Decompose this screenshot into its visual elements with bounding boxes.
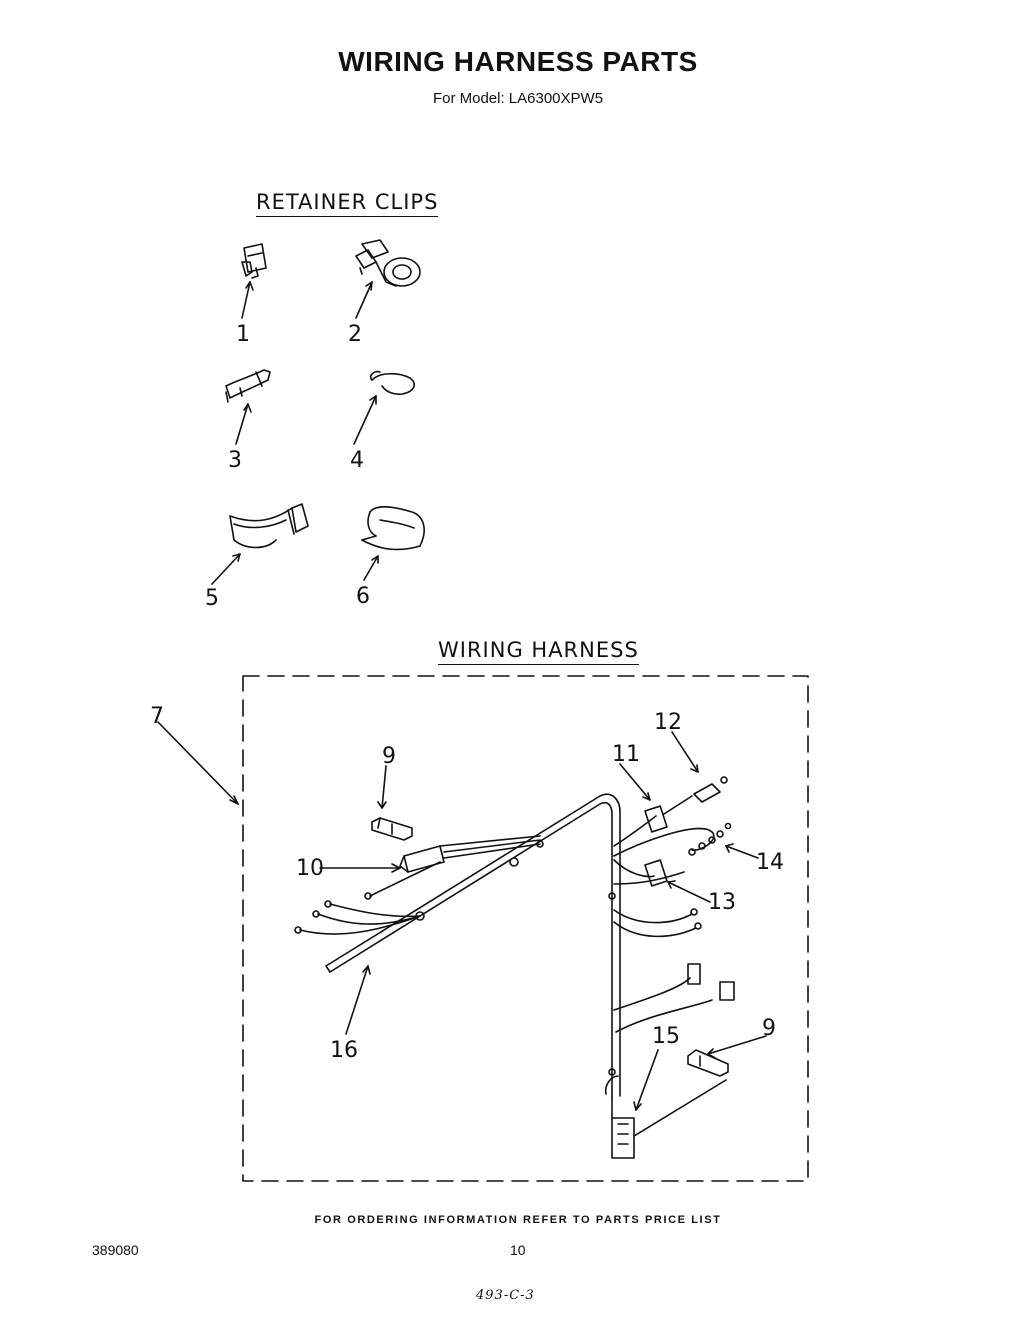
callout-11: 11 (612, 742, 640, 767)
right-wire-branches (614, 816, 714, 1032)
left-wire-branches (295, 862, 440, 934)
document-number: 389080 (92, 1242, 139, 1258)
clip-2-illustration (356, 240, 420, 286)
handwritten-note: 493-C-3 (476, 1288, 535, 1303)
terminal-9-left (372, 818, 412, 840)
leader-16 (346, 966, 368, 1034)
harness-border (243, 676, 808, 1181)
leader-12 (672, 732, 698, 772)
callout-9-right: 9 (762, 1016, 776, 1041)
model-line: For Model: LA6300XPW5 (432, 90, 604, 107)
clip-3-illustration (226, 370, 270, 402)
leader-9-right (708, 1036, 766, 1054)
callout-16: 16 (330, 1038, 358, 1063)
page-number: 10 (510, 1242, 526, 1258)
leader-15 (636, 1050, 658, 1110)
lower-right-connectors (688, 964, 734, 1000)
callout-9-left: 9 (382, 744, 396, 769)
callout-3: 3 (228, 448, 242, 473)
callout-13: 13 (708, 890, 736, 915)
callout-15: 15 (652, 1024, 680, 1049)
wiring-harness-heading: WIRING HARNESS (438, 638, 639, 665)
clip-leader-lines (212, 282, 378, 584)
terminal-12 (694, 777, 727, 802)
callout-5: 5 (205, 586, 219, 611)
callout-7: 7 (150, 704, 164, 729)
connector-11 (645, 796, 692, 832)
connector-13 (645, 860, 667, 886)
clip-1-illustration (242, 244, 266, 278)
clip-5-illustration (230, 504, 308, 548)
page-title: WIRING HARNESS PARTS (338, 46, 698, 77)
leader-14 (726, 846, 758, 858)
callout-10: 10 (296, 856, 324, 881)
leader-13 (668, 882, 710, 902)
retainer-clips-heading: RETAINER CLIPS (256, 190, 438, 217)
harness-bundle (326, 794, 620, 1096)
callout-1: 1 (236, 322, 250, 347)
leader-7 (158, 722, 238, 804)
callout-14: 14 (756, 850, 784, 875)
callout-12: 12 (654, 710, 682, 735)
clip-6-illustration (362, 507, 424, 550)
callout-2: 2 (348, 322, 362, 347)
leader-11 (620, 764, 650, 800)
connector-15 (606, 1076, 726, 1158)
clip-4-illustration (371, 372, 414, 395)
ordering-footer: FOR ORDERING INFORMATION REFER TO PARTS PRICE LIST (314, 1214, 722, 1226)
callout-4: 4 (350, 448, 364, 473)
callout-6: 6 (356, 584, 370, 609)
